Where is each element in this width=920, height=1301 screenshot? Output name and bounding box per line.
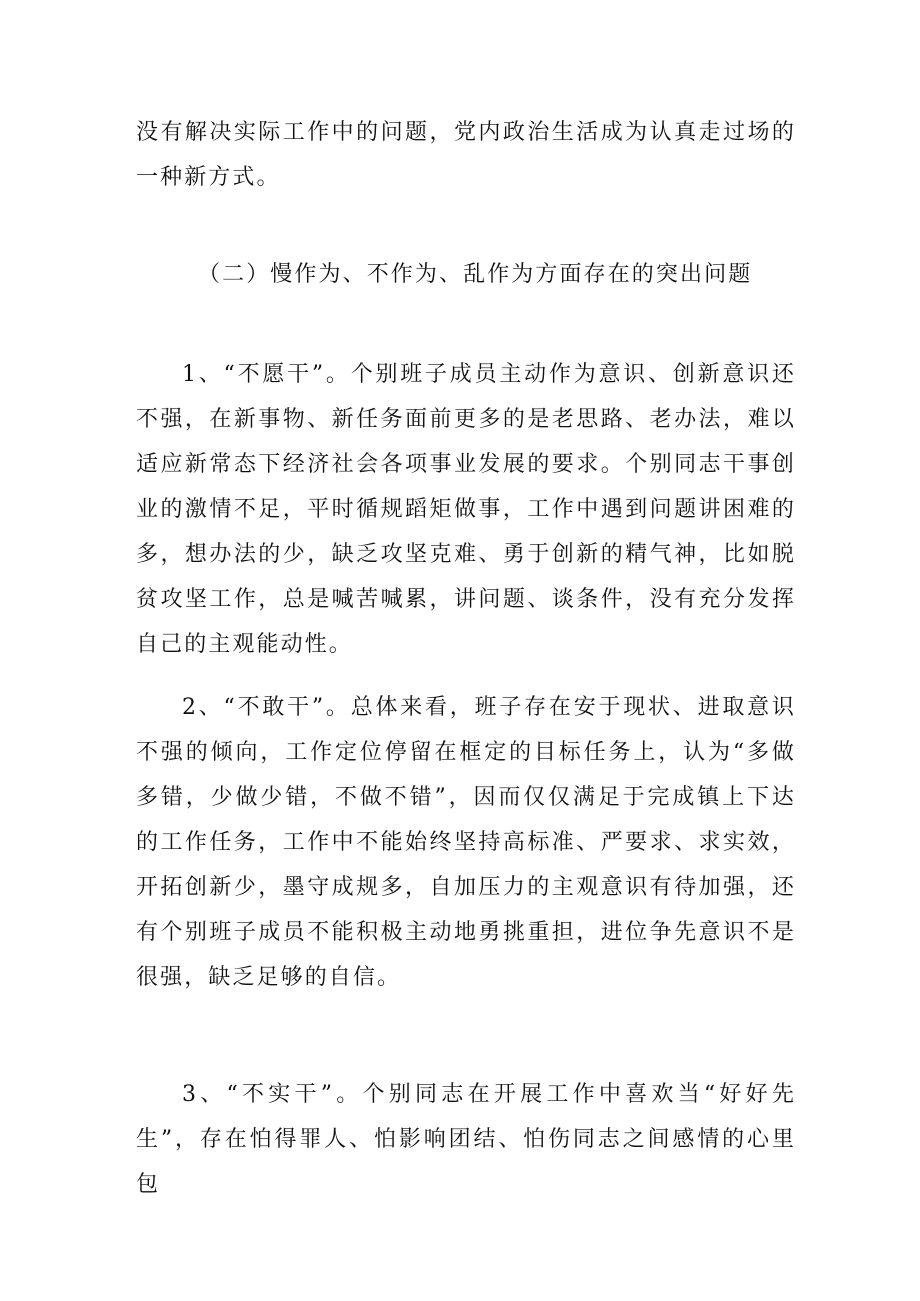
paragraph-2: 2、“不敢干”。总体来看，班子存在安于现状、进取意识不强的倾向，工作定位停留在框定的目标任务上，认为“多做多错，少做少错，不做不错”，因而仅仅满足于完成镇上下达的工作任务，工作中不能始终坚持高标准、严要求、求实效，开拓创新少，墨守成规多，自加压力的主观意识有待加强，还有个别班子成员不能积极主动地勇挑重担，进位争先意识不是很强，缺乏足够的自信。 xyxy=(136,695,796,990)
paragraph-3: 3、“不实干”。个别同志在开展工作中喜欢当“好好先生”，存在怕得罪人、怕影响团结、怕伤同志之间感情的心里包 xyxy=(136,1082,796,1197)
continuation-paragraph: 没有解决实际工作中的问题，党内政治生活成为认真走过场的一种新方式。 xyxy=(136,120,796,190)
paragraph-1: 1、“不愿干”。个别班子成员主动作为意识、创新意识还不强，在新事物、新任务面前更多的是老思路、老办法，难以适应新常态下经济社会各项事业发展的要求。个别同志干事创业的激情不足，平时循规蹈矩做事，工作中遇到问题讲困难的多，想办法的少，缺乏攻坚克难、勇于创新的精气神，比如脱贫攻坚工作，总是喊苦喊累，讲问题、谈条件，没有充分发挥自己的主观能动性。 xyxy=(136,362,796,657)
section-heading: （二）慢作为、不作为、乱作为方面存在的突出问题 xyxy=(198,262,753,287)
